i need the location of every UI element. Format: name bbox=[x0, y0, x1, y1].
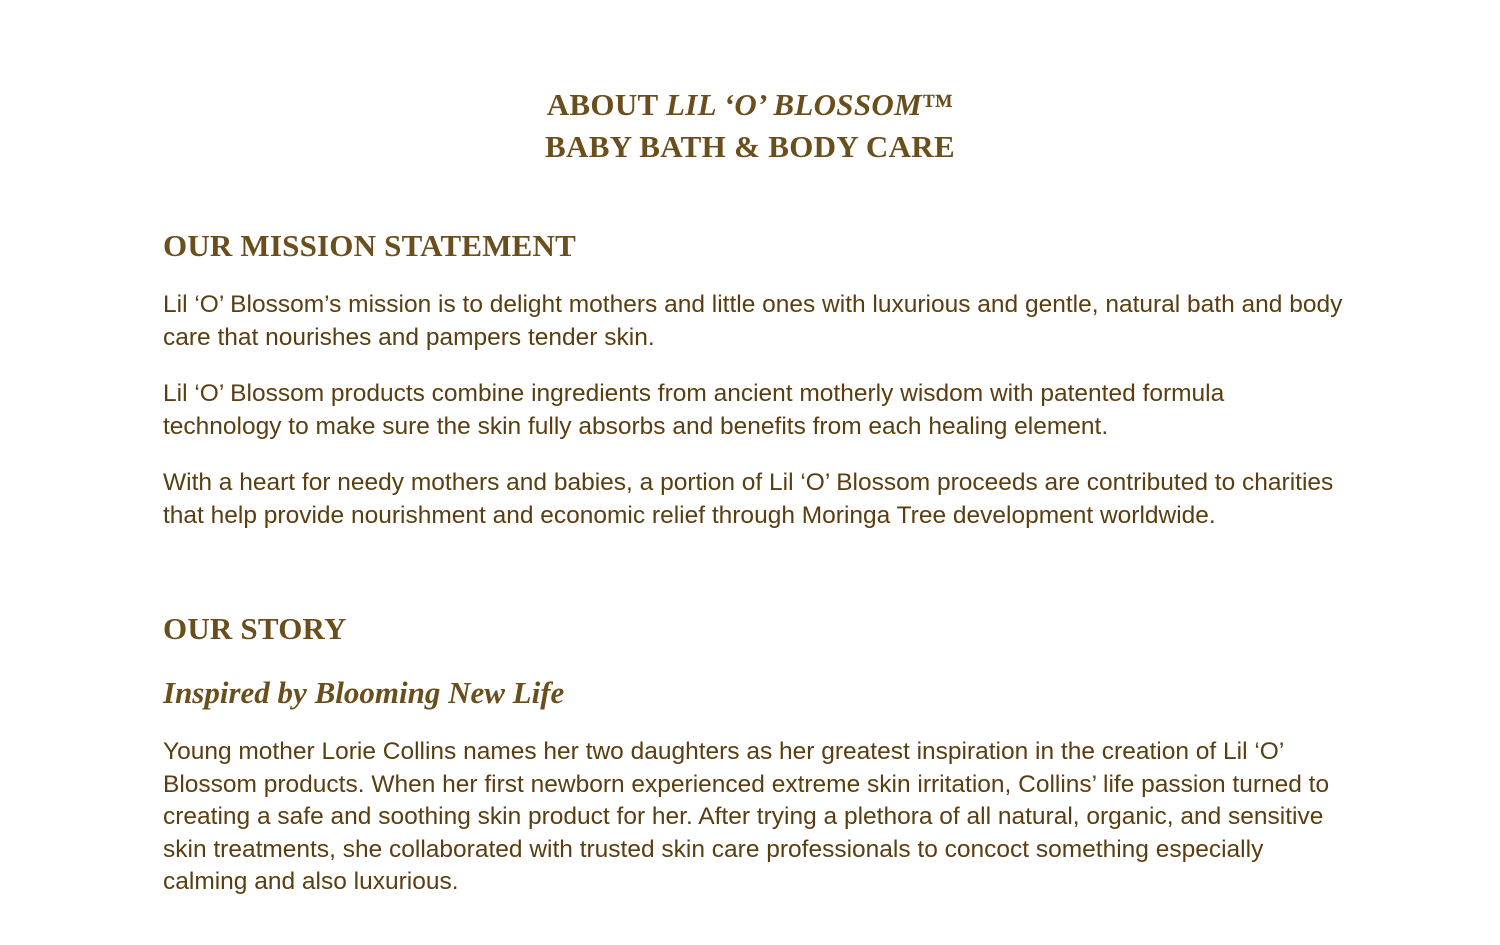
story-paragraph: Young mother Lorie Collins names her two daughters as her greatest inspiration in the creation of Lil ‘O’ Blossom products. When her first newborn experienced extreme skin irritation, Collins’ life passion turned to creating a safe and soothing skin product for her. After trying a plethora of all natural, organic, and sensitive skin treatments, she collaborated with trusted skin care professionals to concoct something especially calming and also luxurious. bbox=[163, 738, 1330, 895]
document-body bbox=[163, 225, 1343, 899]
brand-name: LIL ‘O’ BLOSSOM bbox=[665, 87, 922, 122]
story-heading: OUR STORY bbox=[163, 611, 347, 646]
story-subheading: Inspired by Blooming New Life bbox=[163, 675, 565, 710]
mission-paragraph: Lil ‘O’ Blossom’s mission is to delight mothers and little ones with luxurious and gentle, natural bath and body care that nourishes and pampers tender skin. bbox=[163, 291, 1343, 351]
document-title bbox=[0, 84, 1500, 168]
mission-heading: OUR MISSION STATEMENT bbox=[163, 228, 577, 263]
title-line-1 bbox=[0, 84, 1500, 126]
mission-paragraph: With a heart for needy mothers and babies, a portion of Lil ‘O’ Blossom proceeds are contributed to charities that help provide nourishment and economic relief through Moringa Tree development worldwide. bbox=[163, 469, 1334, 529]
title-prefix: ABOUT bbox=[546, 87, 666, 122]
mission-paragraph: Lil ‘O’ Blossom products combine ingredients from ancient motherly wisdom with patented formula technology to make sure the skin fully absorbs and benefits from each healing element. bbox=[163, 380, 1225, 440]
trademark-symbol: ™ bbox=[921, 87, 954, 122]
title-line-2: BABY BATH & BODY CARE bbox=[545, 129, 955, 164]
